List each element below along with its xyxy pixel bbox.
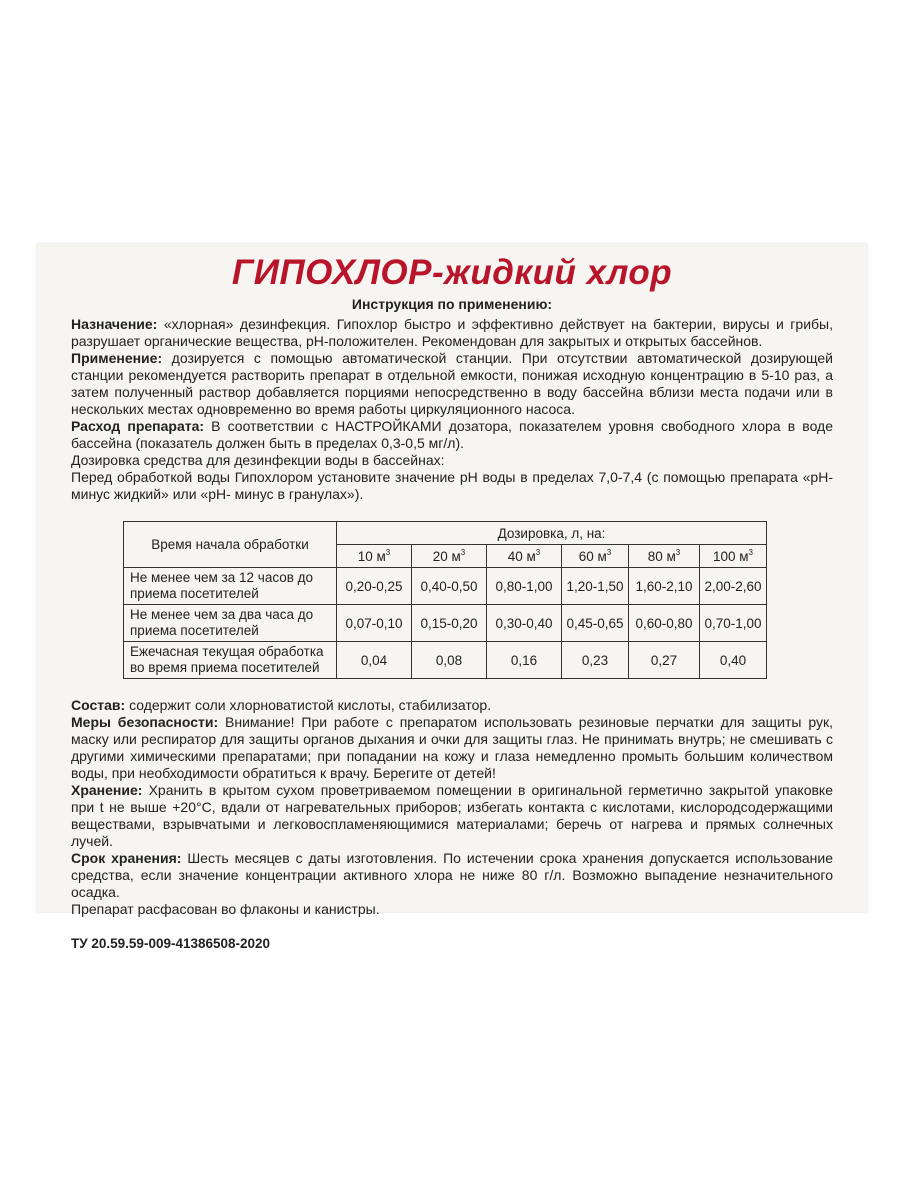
purpose-label: Назначение: xyxy=(71,316,158,332)
row-label: Не менее чем за 12 часов до приема посетителей xyxy=(124,568,337,605)
application-label: Применение: xyxy=(71,350,163,366)
application-paragraph xyxy=(71,350,833,418)
storage-label: Хранение: xyxy=(71,782,143,798)
table-cell: 0,40-0,50 xyxy=(412,568,487,605)
ph-note: Перед обработкой воды Гипохлором установите значение рН воды в пределах 7,0-7,4 (с помощью препарата «рН- минус жидкий» или «рН- минус в гранулах»). xyxy=(71,469,833,502)
tu-code: ТУ 20.59.59-009-41386508-2020 xyxy=(71,936,271,951)
table-cell: 0,15-0,20 xyxy=(412,605,487,642)
table-cell: 0,20-0,25 xyxy=(337,568,412,605)
volume-cell: 80 $м^3$ xyxy=(629,545,700,568)
table-cell: 0,60-0,80 xyxy=(629,605,700,642)
table-header-row xyxy=(124,522,767,545)
safety-label: Меры безопасности: xyxy=(71,714,219,730)
table-row xyxy=(124,642,767,679)
instructions-heading: Инструкция по применению: xyxy=(351,296,553,312)
table-cell: 1,20-1,50 xyxy=(562,568,629,605)
consumption-label: Расход препарата: xyxy=(71,418,205,434)
col-dose-header: Дозировка, л, на: xyxy=(337,522,767,545)
purpose-paragraph xyxy=(71,316,833,350)
volume-cell: 60 $м^3$ xyxy=(562,545,629,568)
composition-text: содержит соли хлорноватистой кислоты, стабилизатор. xyxy=(125,697,492,713)
table-cell: 0,23 xyxy=(562,642,629,679)
shelf-life-text: Шесть месяцев с даты изготовления. По истечении срока хранения допускается использование средства, если значение концентрации активного хлора не ниже 80 г/л. Возможно выпадение незначительного осадка. xyxy=(71,850,833,900)
safety-paragraph xyxy=(71,714,833,782)
composition-paragraph xyxy=(71,697,833,714)
shelf-life-label: Срок хранения: xyxy=(71,850,182,866)
table-cell: 0,70-1,00 xyxy=(700,605,767,642)
table-cell: 0,30-0,40 xyxy=(487,605,562,642)
storage-paragraph xyxy=(71,782,833,850)
volume-cell: 40 $м^3$ xyxy=(487,545,562,568)
table-cell: 0,40 xyxy=(700,642,767,679)
volume-cell: 20 $м^3$ xyxy=(412,545,487,568)
purpose-text: «хлорная» дезинфекция. Гипохлор быстро и эффективно действует на бактерии, вирусы и грибы, разрушает органические вещества, рН-положителен. Рекомендован для закрытых и открытых бассейнов. xyxy=(71,316,833,349)
volume-cell: 100 $м^3$ xyxy=(700,545,767,568)
storage-text: Хранить в крытом сухом проветриваемом помещении в оригинальной герметично закрытой упаковке при t не выше +20°С, вдали от нагревательных приборов; избегать контакта с кислотами, кислородсодержащими веществами, взрывчатыми и легковоспламеняющимися материалами; беречь от нагрева и прямых солнечных лучей. xyxy=(71,782,833,849)
row-label: Не менее чем за два часа до приема посетителей xyxy=(124,605,337,642)
row-label: Ежечасная текущая обработка во время приема посетителей xyxy=(124,642,337,679)
instruction-label xyxy=(37,244,867,951)
dosage-intro: Дозировка средства для дезинфекции воды в бассейнах: xyxy=(71,452,445,468)
application-text: дозируется с помощью автоматической станции. При отсутствии автоматической дозирующей станции рекомендуется растворить препарат в отдельной емкости, понижая исходную концентрацию в 5-10 раз, а затем полученный раствор добавляется порциями непосредственно в воду бассейна вблизи места подачи или в нескольких местах одновременно во время работы циркуляционного насоса. xyxy=(71,350,833,417)
table-cell: 2,00-2,60 xyxy=(700,568,767,605)
table-cell: 0,80-1,00 xyxy=(487,568,562,605)
table-row xyxy=(124,605,767,642)
table-row xyxy=(124,568,767,605)
consumption-paragraph xyxy=(71,418,833,452)
shelf-life-paragraph xyxy=(71,850,833,901)
packaging-note: Препарат расфасован во флаконы и канистры. xyxy=(71,901,380,917)
consumption-text: В соответствии с НАСТРОЙКАМИ дозатора, показателем уровня свободного хлора в воде бассейна (показатель должен быть в пределах 0,3-0,5 мг/л). xyxy=(71,418,833,451)
dosage-table xyxy=(123,521,767,679)
table-cell: 0,45-0,65 xyxy=(562,605,629,642)
safety-text: Внимание! При работе с препаратом использовать резиновые перчатки для защиты рук, маску или респиратор для защиты органов дыхания и очки для защиты глаз. Не принимать внутрь; не смешивать с другими химическими препаратами; при попадании на кожу и глаза немедленно промыть большим количеством воды, при необходимости обратиться к врачу. Берегите от детей! xyxy=(71,714,833,781)
col-time-header: Время начала обработки xyxy=(124,522,337,568)
composition-label: Состав: xyxy=(71,697,126,713)
table-cell: 0,07-0,10 xyxy=(337,605,412,642)
table-cell: 0,04 xyxy=(337,642,412,679)
table-cell: 0,27 xyxy=(629,642,700,679)
table-cell: 0,08 xyxy=(412,642,487,679)
table-cell: 1,60-2,10 xyxy=(629,568,700,605)
product-title: ГИПОХЛОР-жидкий хлор xyxy=(231,253,673,292)
volume-cell: 10 $м^3$ xyxy=(337,545,412,568)
table-cell: 0,16 xyxy=(487,642,562,679)
